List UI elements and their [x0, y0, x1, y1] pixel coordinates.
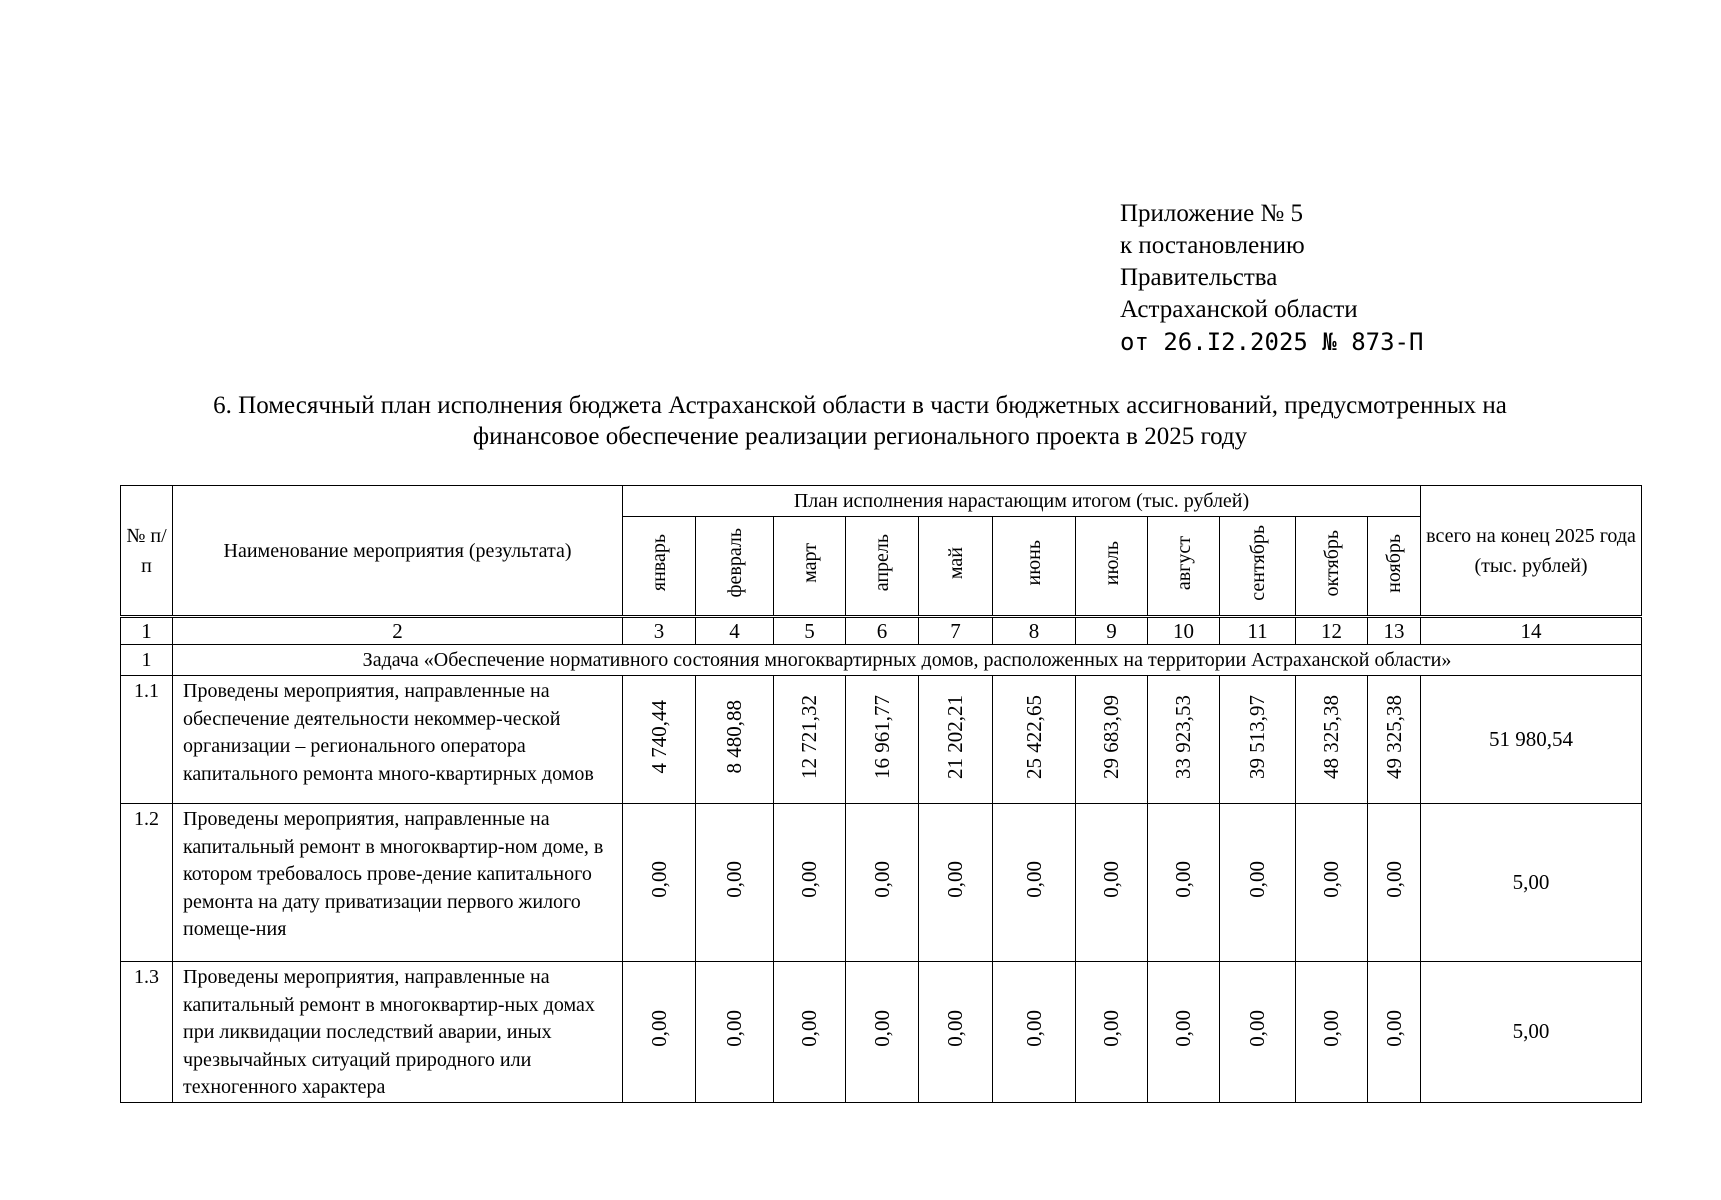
row-value — [623, 676, 696, 804]
row-name: Проведены мероприятия, направленные на капитальный ремонт в многоквартир-ных домах при ликвидации последствий аварии, иных чрезвычайных ситуаций природного или техногенного характера — [173, 962, 623, 1103]
row-value — [993, 962, 1076, 1103]
row-value — [1220, 804, 1296, 962]
row-value — [919, 804, 993, 962]
budget-plan-table — [120, 485, 1642, 1103]
row-value — [1296, 804, 1368, 962]
value-text: 0,00 — [646, 1010, 671, 1048]
value-text: 0,00 — [722, 1010, 746, 1048]
value-text: 25 422,65 — [1021, 694, 1046, 779]
row-value — [1368, 962, 1421, 1103]
row-value — [623, 962, 696, 1103]
value-text: 0,00 — [869, 861, 894, 898]
value-text: 0,00 — [1171, 861, 1195, 898]
column-number: 1 — [121, 617, 173, 645]
header-month — [1076, 517, 1148, 617]
header-total: всего на конец 2025 года (тыс. рублей) — [1421, 486, 1642, 617]
row-value — [696, 804, 774, 962]
appendix-title: Приложение № 5 — [1120, 200, 1304, 227]
row-num: 1.2 — [121, 804, 173, 962]
row-value — [1148, 804, 1220, 962]
value-text: 0,00 — [1381, 861, 1406, 898]
value-text: 33 923,53 — [1171, 694, 1195, 779]
row-value — [696, 962, 774, 1103]
row-total: 5,00 — [1421, 804, 1642, 962]
row-value — [1368, 676, 1421, 804]
row-value — [919, 962, 993, 1103]
column-number: 12 — [1296, 617, 1368, 645]
row-value — [1368, 804, 1421, 962]
header-month — [846, 517, 919, 617]
header-month — [1220, 517, 1296, 617]
row-name: Проведены мероприятия, направленные на капитальный ремонт в многоквартир-ном доме, в котором требовалось прове-дение капитального ремонта на дату приватизации первого жилого помеще-ния — [173, 804, 623, 962]
header-num: № п/п — [121, 486, 173, 617]
month-label: март — [798, 543, 821, 583]
value-text: 21 202,21 — [943, 694, 967, 779]
value-text: 0,00 — [1021, 861, 1046, 898]
value-text: 0,00 — [869, 1010, 894, 1048]
row-value — [1220, 676, 1296, 804]
row-value — [846, 804, 919, 962]
row-total: 5,00 — [1421, 962, 1642, 1103]
value-text: 0,00 — [1171, 1010, 1195, 1048]
month-label: ноябрь — [1383, 533, 1405, 593]
value-text: 48 325,38 — [1319, 694, 1343, 779]
header-month — [1368, 517, 1421, 617]
header-month — [774, 517, 846, 617]
value-text: 0,00 — [1021, 1010, 1046, 1048]
column-number: 13 — [1368, 617, 1421, 645]
column-number: 9 — [1076, 617, 1148, 645]
value-text: 29 683,09 — [1099, 694, 1123, 779]
column-number: 6 — [846, 617, 919, 645]
month-label: июль — [1100, 540, 1123, 586]
month-label: февраль — [723, 528, 746, 598]
row-total: 51 980,54 — [1421, 676, 1642, 804]
appendix-government: Правительства — [1120, 264, 1278, 291]
row-value — [1220, 962, 1296, 1103]
value-text: 0,00 — [943, 1010, 967, 1048]
month-label: май — [944, 546, 967, 580]
value-text: 0,00 — [1319, 861, 1343, 898]
header-month — [1296, 517, 1368, 617]
appendix-block — [1120, 198, 1423, 358]
task-text: Задача «Обеспечение нормативного состояния многоквартирных домов, расположенных на территории Астраханской области» — [173, 645, 1642, 676]
column-number: 11 — [1220, 617, 1296, 645]
row-value — [1148, 962, 1220, 1103]
column-number: 3 — [623, 617, 696, 645]
row-value — [774, 804, 846, 962]
value-text: 0,00 — [646, 861, 671, 898]
row-value — [696, 676, 774, 804]
header-month — [1148, 517, 1220, 617]
value-text: 12 721,32 — [797, 694, 821, 779]
appendix-region: Астраханской области — [1120, 296, 1358, 323]
row-value — [1148, 676, 1220, 804]
row-value — [1296, 962, 1368, 1103]
value-text: 49 325,38 — [1381, 694, 1406, 779]
title-line-1: 6. Помесячный план исполнения бюджета Астраханской области в части бюджетных ассигнований, предусмотренных на — [213, 392, 1507, 419]
value-text: 39 513,97 — [1245, 694, 1269, 779]
row-value — [1076, 962, 1148, 1103]
column-number: 5 — [774, 617, 846, 645]
column-number: 14 — [1421, 617, 1642, 645]
value-text: 0,00 — [1319, 1010, 1343, 1048]
appendix-date-number: от 26.I2.2025 № 873-П — [1120, 328, 1424, 356]
row-value — [846, 962, 919, 1103]
value-text: 0,00 — [1099, 861, 1123, 898]
value-text: 8 480,88 — [722, 699, 746, 774]
row-value — [993, 676, 1076, 804]
value-text: 0,00 — [1381, 1010, 1406, 1048]
month-label: октябрь — [1320, 529, 1343, 597]
month-label: август — [1172, 535, 1195, 591]
header-name: Наименование мероприятия (результата) — [173, 486, 623, 617]
value-text: 0,00 — [797, 861, 821, 898]
header-month — [696, 517, 774, 617]
value-text: 0,00 — [1245, 861, 1269, 898]
row-value — [774, 676, 846, 804]
row-value — [1076, 804, 1148, 962]
task-num: 1 — [121, 645, 173, 676]
column-number: 8 — [993, 617, 1076, 645]
row-value — [919, 676, 993, 804]
header-plan-group: План исполнения нарастающим итогом (тыс. рублей) — [623, 486, 1421, 517]
column-number: 10 — [1148, 617, 1220, 645]
value-text: 0,00 — [797, 1010, 821, 1048]
row-value — [846, 676, 919, 804]
row-num: 1.1 — [121, 676, 173, 804]
header-month — [919, 517, 993, 617]
row-value — [1296, 676, 1368, 804]
row-value — [1076, 676, 1148, 804]
row-name: Проведены мероприятия, направленные на обеспечение деятельности некоммер-ческой организации – регионального оператора капитального ремонта много-квартирных домов — [173, 676, 623, 804]
value-text: 0,00 — [722, 861, 746, 898]
column-number: 4 — [696, 617, 774, 645]
row-value — [623, 804, 696, 962]
month-label: апрель — [871, 534, 893, 592]
table-row — [121, 676, 1642, 804]
value-text: 4 740,44 — [646, 699, 671, 774]
appendix-decree: к постановлению — [1120, 232, 1305, 259]
value-text: 16 961,77 — [869, 694, 894, 779]
header-month — [993, 517, 1076, 617]
header-month — [623, 517, 696, 617]
row-value — [993, 804, 1076, 962]
document-title — [100, 390, 1620, 452]
month-label: июнь — [1023, 540, 1045, 586]
column-number: 7 — [919, 617, 993, 645]
row-value — [774, 962, 846, 1103]
column-number: 2 — [173, 617, 623, 645]
month-label: сентябрь — [1246, 525, 1269, 601]
value-text: 0,00 — [1099, 1010, 1123, 1048]
table-row — [121, 962, 1642, 1103]
month-label: январь — [648, 534, 670, 592]
value-text: 0,00 — [1245, 1010, 1269, 1048]
table-row — [121, 804, 1642, 962]
row-num: 1.3 — [121, 962, 173, 1103]
title-line-2: финансовое обеспечение реализации регионального проекта в 2025 году — [472, 423, 1248, 450]
value-text: 0,00 — [943, 861, 967, 898]
